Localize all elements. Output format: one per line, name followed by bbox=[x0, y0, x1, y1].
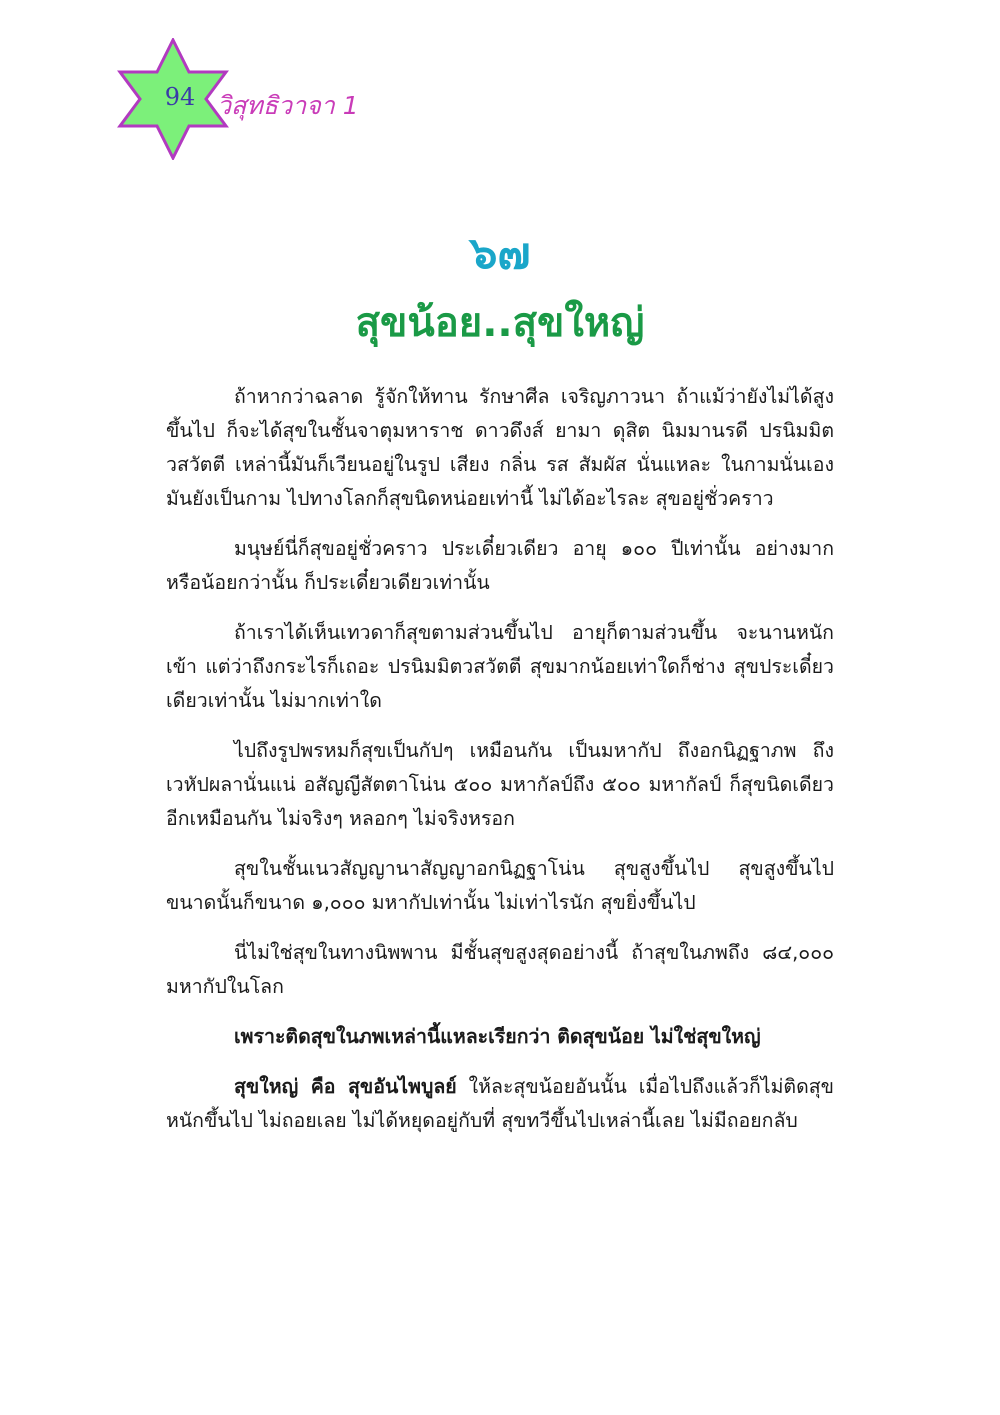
paragraph-1: ถ้าหากว่าฉลาด รู้จักให้ทาน รักษาศีล เจริญภาวนา ถ้าแม้ว่ายังไม่ได้สูงขึ้นไป ก็จะได้สุขในชั้นจาตุมหาราช ดาวดึงส์ ยามา ดุสิต นิมมานรดี ปรนิมมิตวสวัตตี เหล่านี้มันก็เวียนอยู่ในรูป เสียง กลิ่น รส สัมผัส นั่นแหละ ในกามนั่นเอง มันยังเป็นกาม ไปทางโลกก็สุขนิดหน่อยเท่านี้ ไม่ได้อะไรละ สุขอยู่ชั่วคราว bbox=[166, 385, 834, 510]
chapter-title: สุขน้อย..สุขใหญ่ bbox=[355, 300, 645, 346]
paragraph-4: ไปถึงรูปพรหมก็สุขเป็นกัปๆ เหมือนกัน เป็นมหากัป ถึงอกนิฏฐาภพ ถึงเวหัปผลานั่นแน่ อสัญญีสัตตาโน่น ๕๐๐ มหากัลป์ถึง ๕๐๐ มหากัลป์ ก็สุขนิดเดียวอีกเหมือนกัน ไม่จริงๆ หลอกๆ ไม่จริงหรอก bbox=[166, 739, 834, 830]
paragraph-6: นี่ไม่ใช่สุขในทางนิพพาน มีชั้นสุขสูงสุดอย่างนี้ ถ้าสุขในภพถึง ๘๔,๐๐๐ มหากัปในโลก bbox=[166, 941, 834, 998]
paragraph-8-text: ให้ละสุขน้อยอันนั้น เมื่อไปถึงแล้วก็ไม่ติดสุขหนักขึ้นไป ไม่ถอยเลย ไม่ได้หยุดอยู่กับที่ สุขทวีขึ้นไปเหล่านี้เลย ไม่มีถอยกลับ bbox=[166, 1075, 834, 1132]
paragraph-3: ถ้าเราได้เห็นเทวดาก็สุขตามส่วนขึ้นไป อายุก็ตามส่วนขึ้น จะนานหนักเข้า แต่ว่าถึงกระไรก็เถอะ ปรนิมมิตวสวัตตี สุขมากน้อยเท่าใดก็ช่าง สุขประเดี๋ยวเดียวเท่านั้น ไม่มากเท่าใด bbox=[166, 621, 834, 712]
page-header bbox=[112, 38, 442, 160]
paragraph-8-bold-lead: สุขใหญ่ คือ สุขอันไพบูลย์ bbox=[234, 1075, 457, 1098]
page-number: 94 bbox=[164, 83, 196, 111]
book-title: วิสุทธิวาจา 1 bbox=[217, 91, 359, 120]
chapter-number: ๖๗ bbox=[469, 228, 531, 279]
paragraph-7-emphasis: เพราะติดสุขในภพเหล่านี้แหละเรียกว่า ติดสุขน้อย ไม่ใช่สุขใหญ่ bbox=[234, 1025, 761, 1048]
paragraph-5: สุขในชั้นเนวสัญญานาสัญญาอกนิฏฐาโน่น สุขสูงขึ้นไป สุขสูงขึ้นไป ขนาดนั้นก็ขนาด ๑,๐๐๐ มหากัปเท่านั้น ไม่เท่าไรนัก สุขยิ่งขึ้นไป bbox=[166, 857, 834, 914]
paragraph-8 bbox=[166, 1070, 834, 1138]
paragraph-2: มนุษย์นี่ก็สุขอยู่ชั่วคราว ประเดี๋ยวเดียว อายุ ๑๐๐ ปีเท่านั้น อย่างมาก หรือน้อยกว่านั้น ก็ประเดี๋ยวเดียวเท่านั้น bbox=[166, 537, 834, 594]
chapter-body bbox=[166, 380, 834, 1154]
